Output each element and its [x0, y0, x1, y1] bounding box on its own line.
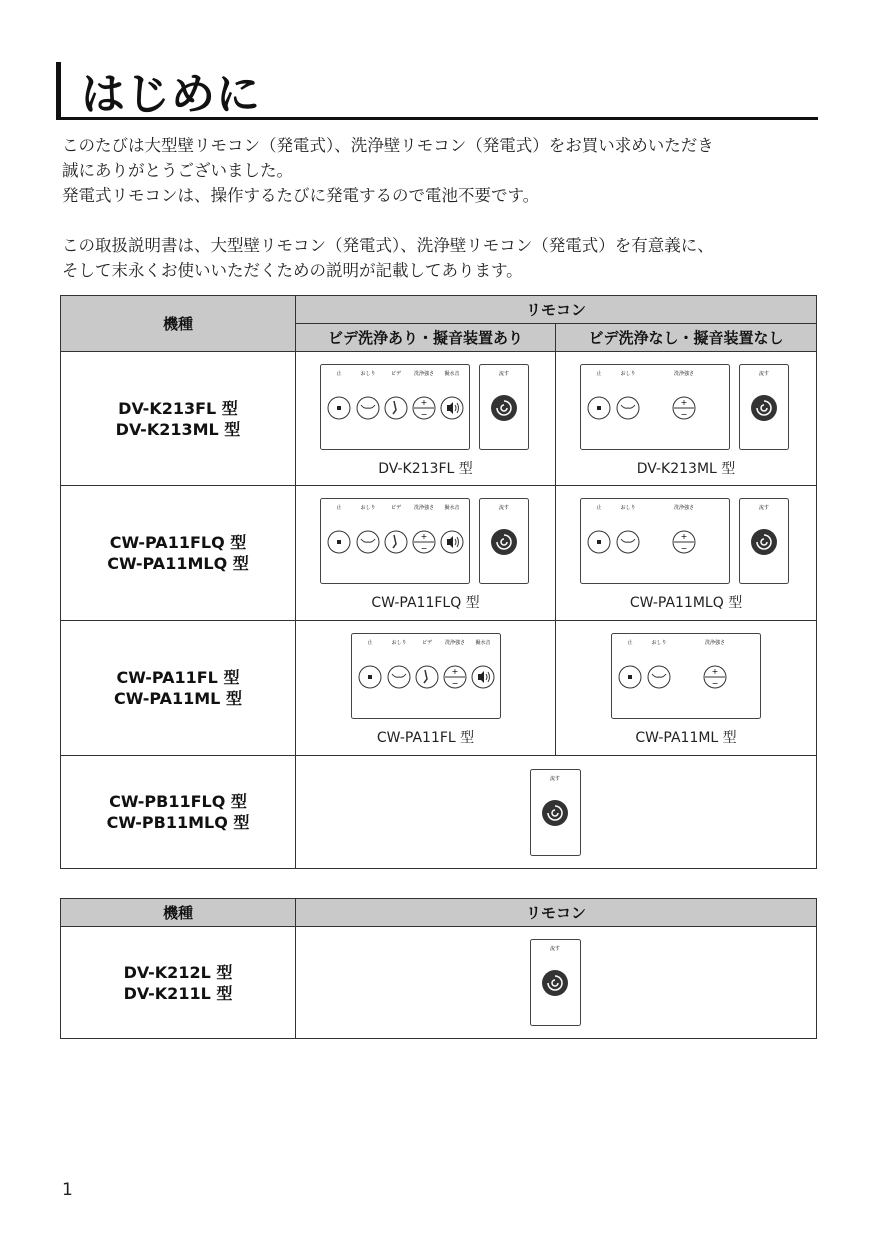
remote-cell-without — [556, 486, 817, 621]
remote-3-button-illustration — [611, 633, 763, 723]
remote-caption: CW-PA11MLQ 型 — [629, 595, 743, 611]
svg-text:−: − — [451, 679, 459, 688]
svg-text:−: − — [420, 410, 428, 419]
label-flush: 流す — [549, 946, 561, 952]
label-flush: 流す — [549, 776, 561, 782]
svg-text:+: + — [711, 667, 719, 676]
label-oshiri: おしり — [360, 371, 376, 377]
col-header-remote: リモコン — [296, 899, 817, 927]
col-header-model: 機種 — [61, 296, 296, 352]
remote-cell-with — [296, 486, 556, 621]
label-oshiri: おしり — [391, 640, 407, 646]
remote-5-button-illustration — [320, 498, 532, 588]
col-header-remote: リモコン — [296, 296, 817, 324]
model-cell — [61, 352, 296, 486]
label-wash: 洗浄強さ — [444, 640, 466, 646]
remote-cell-without — [556, 352, 817, 486]
svg-text:−: − — [680, 410, 688, 419]
label-flush: 流す — [758, 505, 770, 511]
remote-cell-flush-only — [296, 756, 817, 869]
sub-header-without-bidet: ビデ洗浄なし・擬音装置なし — [556, 324, 817, 352]
remote-3-button-illustration — [580, 364, 792, 454]
model-name: CW-PB11MLQ 型 — [106, 813, 250, 832]
label-oshiri: おしり — [620, 505, 636, 511]
model-name: DV-K211L 型 — [123, 983, 233, 1003]
model-cell — [61, 756, 296, 869]
remote-5-button-illustration — [320, 364, 532, 454]
remote-cell-with — [296, 621, 556, 756]
remote-5-button-illustration — [351, 633, 503, 723]
label-bidet: ビデ — [390, 371, 402, 377]
model-table-1 — [60, 295, 817, 869]
model-name: CW-PA11MLQ 型 — [107, 554, 249, 573]
svg-text:−: − — [711, 679, 719, 688]
label-stop: 止 — [627, 640, 633, 646]
svg-text:+: + — [420, 532, 428, 541]
label-stop: 止 — [336, 505, 342, 511]
remote-caption: CW-PA11ML 型 — [635, 730, 737, 746]
model-cell — [61, 621, 296, 756]
remote-cell-with — [296, 352, 556, 486]
flush-button-icon — [491, 395, 517, 421]
label-stop: 止 — [367, 640, 373, 646]
label-oshiri: おしり — [651, 640, 667, 646]
label-flush: 流す — [758, 371, 770, 377]
remote-caption: DV-K213ML 型 — [636, 461, 736, 477]
label-wash: 洗浄強さ — [673, 505, 695, 511]
svg-text:−: − — [420, 544, 428, 553]
model-name: CW-PA11ML 型 — [114, 689, 242, 708]
svg-text:−: − — [680, 544, 688, 553]
flush-button-icon — [542, 970, 568, 996]
label-wash: 洗浄強さ — [413, 371, 435, 377]
col-header-model: 機種 — [61, 899, 296, 927]
label-stop: 止 — [596, 371, 602, 377]
intro-line: この取扱説明書は、大型壁リモコン（発電式）、洗浄壁リモコン（発電式）を有意義に、 — [62, 236, 714, 255]
flush-remote-illustration — [530, 939, 582, 1027]
label-wash: 洗浄強さ — [673, 371, 695, 377]
flush-button-icon — [542, 800, 568, 826]
intro-line: このたびは大型壁リモコン（発電式）、洗浄壁リモコン（発電式）をお買い求めいただき — [62, 136, 714, 155]
remote-3-button-illustration — [580, 498, 792, 588]
remote-caption: CW-PA11FLQ 型 — [371, 595, 480, 611]
remote-caption: DV-K213FL 型 — [378, 461, 473, 477]
intro-line: そして末永くお使いいただくための説明が記載してあります。 — [62, 261, 523, 280]
label-oshiri: おしり — [620, 371, 636, 377]
intro-line: 発電式リモコンは、操作するたびに発電するので電池不要です。 — [62, 186, 540, 205]
label-sound: 擬水音 — [444, 371, 460, 377]
model-name: DV-K212L 型 — [123, 962, 233, 982]
page-title: はじめに — [81, 69, 261, 120]
title-bar — [56, 62, 818, 120]
label-flush: 流す — [498, 371, 510, 377]
intro-paragraph-1 — [62, 133, 822, 208]
model-name: CW-PB11FLQ 型 — [109, 792, 247, 811]
remote-cell-without — [556, 621, 817, 756]
label-wash: 洗浄強さ — [704, 640, 726, 646]
label-bidet: ビデ — [421, 640, 433, 646]
model-name: CW-PA11FL 型 — [116, 668, 240, 687]
model-name: DV-K213ML 型 — [115, 419, 241, 439]
label-flush: 流す — [498, 505, 510, 511]
flush-button-icon — [491, 529, 517, 555]
label-stop: 止 — [336, 371, 342, 377]
flush-button-icon — [751, 395, 777, 421]
page-number: 1 — [62, 1180, 73, 1200]
model-cell — [61, 927, 296, 1039]
sub-header-with-bidet: ビデ洗浄あり・擬音装置あり — [296, 324, 556, 352]
svg-text:+: + — [420, 398, 428, 407]
model-name: DV-K213FL 型 — [118, 398, 238, 418]
label-wash: 洗浄強さ — [413, 505, 435, 511]
label-stop: 止 — [596, 505, 602, 511]
flush-remote-illustration — [530, 769, 582, 857]
label-sound: 擬水音 — [475, 640, 491, 646]
label-oshiri: おしり — [360, 505, 376, 511]
intro-line: 誠にありがとうございました。 — [62, 161, 293, 180]
remote-cell-flush-only — [296, 927, 817, 1039]
model-cell — [61, 486, 296, 621]
remote-caption: CW-PA11FL 型 — [376, 730, 475, 746]
svg-text:+: + — [451, 667, 459, 676]
label-sound: 擬水音 — [444, 505, 460, 511]
svg-text:+: + — [680, 398, 688, 407]
model-name: CW-PA11FLQ 型 — [109, 533, 247, 552]
flush-button-icon — [751, 529, 777, 555]
intro-paragraph-2 — [62, 233, 822, 283]
svg-text:+: + — [680, 532, 688, 541]
model-table-2 — [60, 898, 817, 1039]
label-bidet: ビデ — [390, 505, 402, 511]
